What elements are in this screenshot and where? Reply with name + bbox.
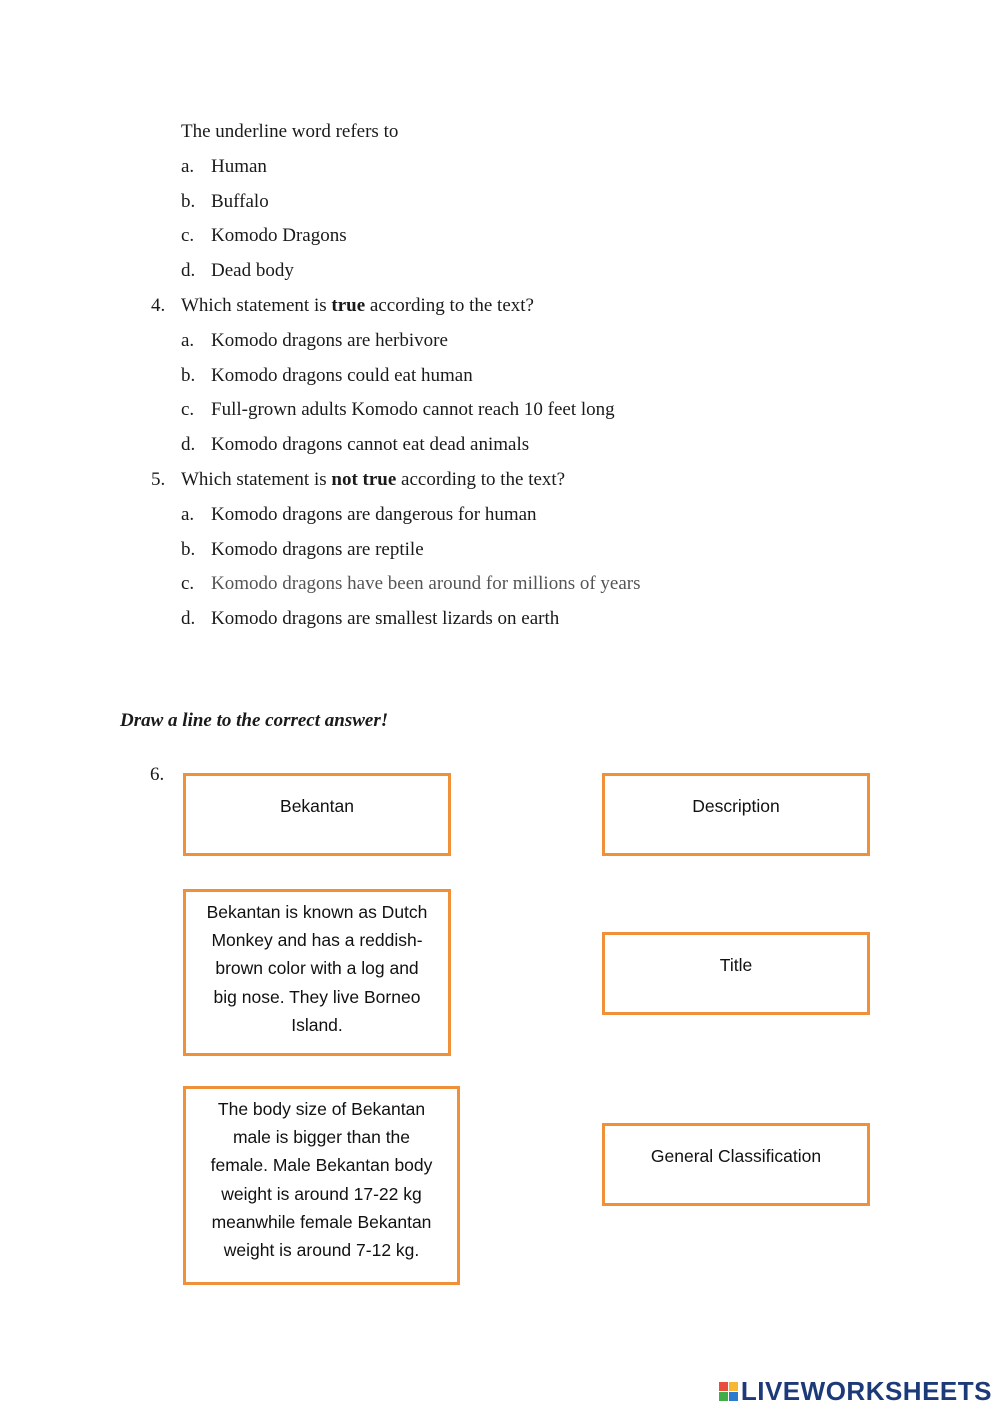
q5-stem-text: Which statement is (181, 469, 332, 490)
logo-mark-icon (719, 1382, 738, 1401)
q4-stem-emphasis: true (331, 295, 366, 316)
q4-stem-text-end: according to the text? (365, 295, 534, 316)
option-letter: b. (181, 365, 196, 386)
option-text: Komodo dragons have been around for millions of years (211, 573, 641, 594)
option-text: Komodo dragons could eat human (211, 365, 473, 386)
q6-number: 6. (150, 764, 165, 785)
liveworksheets-logo (719, 1376, 992, 1407)
right-box-description[interactable] (602, 773, 870, 856)
logo-mark-square (719, 1382, 728, 1391)
q5-number: 5. (151, 469, 166, 490)
option-letter: c. (181, 225, 195, 246)
option-letter: d. (181, 608, 196, 629)
left-box-classification[interactable] (183, 1086, 460, 1285)
matching-instruction: Draw a line to the correct answer! (120, 710, 389, 731)
q4-stem (181, 294, 534, 318)
box-line: female. Male Bekantan body (210, 1155, 433, 1176)
left-box-description[interactable] (183, 889, 451, 1056)
option-letter: b. (181, 539, 196, 560)
box-label: Description (692, 796, 780, 816)
logo-mark-square (729, 1392, 738, 1401)
box-line: brown color with a log and (215, 958, 419, 979)
option-letter: c. (181, 573, 195, 594)
q5-stem (181, 468, 565, 492)
option-letter: a. (181, 156, 195, 177)
q4-stem-text: Which statement is (181, 295, 332, 316)
option-letter: c. (181, 399, 195, 420)
q5-stem-text-end: according to the text? (396, 469, 566, 490)
option-text: Komodo dragons are dangerous for human (211, 504, 537, 525)
box-line: Bekantan is known as Dutch (206, 902, 428, 922)
option-letter: a. (181, 330, 195, 351)
box-label: General Classification (650, 1146, 822, 1166)
left-box-title[interactable] (183, 773, 451, 856)
option-text: Komodo dragons are smallest lizards on earth (211, 608, 560, 629)
box-label: Title (719, 955, 753, 975)
option-text: Komodo dragons are herbivore (211, 330, 448, 351)
box-line: weight is around 7-12 kg. (223, 1240, 420, 1261)
q5-stem-emphasis: not true (331, 469, 397, 490)
q4-number: 4. (151, 295, 166, 316)
option-text: Full-grown adults Komodo cannot reach 10 feet long (211, 399, 615, 420)
option-text: Komodo dragons cannot eat dead animals (211, 434, 530, 455)
right-box-general-classification[interactable] (602, 1123, 870, 1206)
option-letter: b. (181, 191, 196, 212)
option-text: Komodo Dragons (211, 225, 347, 246)
box-line: big nose. They live Borneo (213, 986, 421, 1007)
option-text: Human (211, 156, 267, 177)
box-line: weight is around 17-22 kg (221, 1183, 422, 1204)
option-text: Buffalo (211, 191, 269, 212)
right-box-title[interactable] (602, 932, 870, 1015)
option-text: Komodo dragons are reptile (211, 539, 424, 560)
logo-text: LIVEWORKSHEETS (740, 1376, 992, 1406)
option-letter: d. (181, 434, 196, 455)
box-line: The body size of Bekantan (217, 1099, 426, 1119)
box-line: Monkey and has a reddish- (211, 930, 423, 951)
box-line: meanwhile female Bekantan (211, 1211, 432, 1232)
q3-stem: The underline word refers to (181, 121, 399, 142)
logo-mark-square (719, 1392, 728, 1401)
box-line: Bekantan (280, 796, 354, 816)
box-line: Island. (291, 1014, 343, 1035)
option-letter: a. (181, 504, 195, 525)
option-letter: d. (181, 260, 196, 281)
box-line: male is bigger than the (232, 1127, 411, 1148)
logo-mark-square (729, 1382, 738, 1391)
option-text: Dead body (211, 260, 294, 281)
